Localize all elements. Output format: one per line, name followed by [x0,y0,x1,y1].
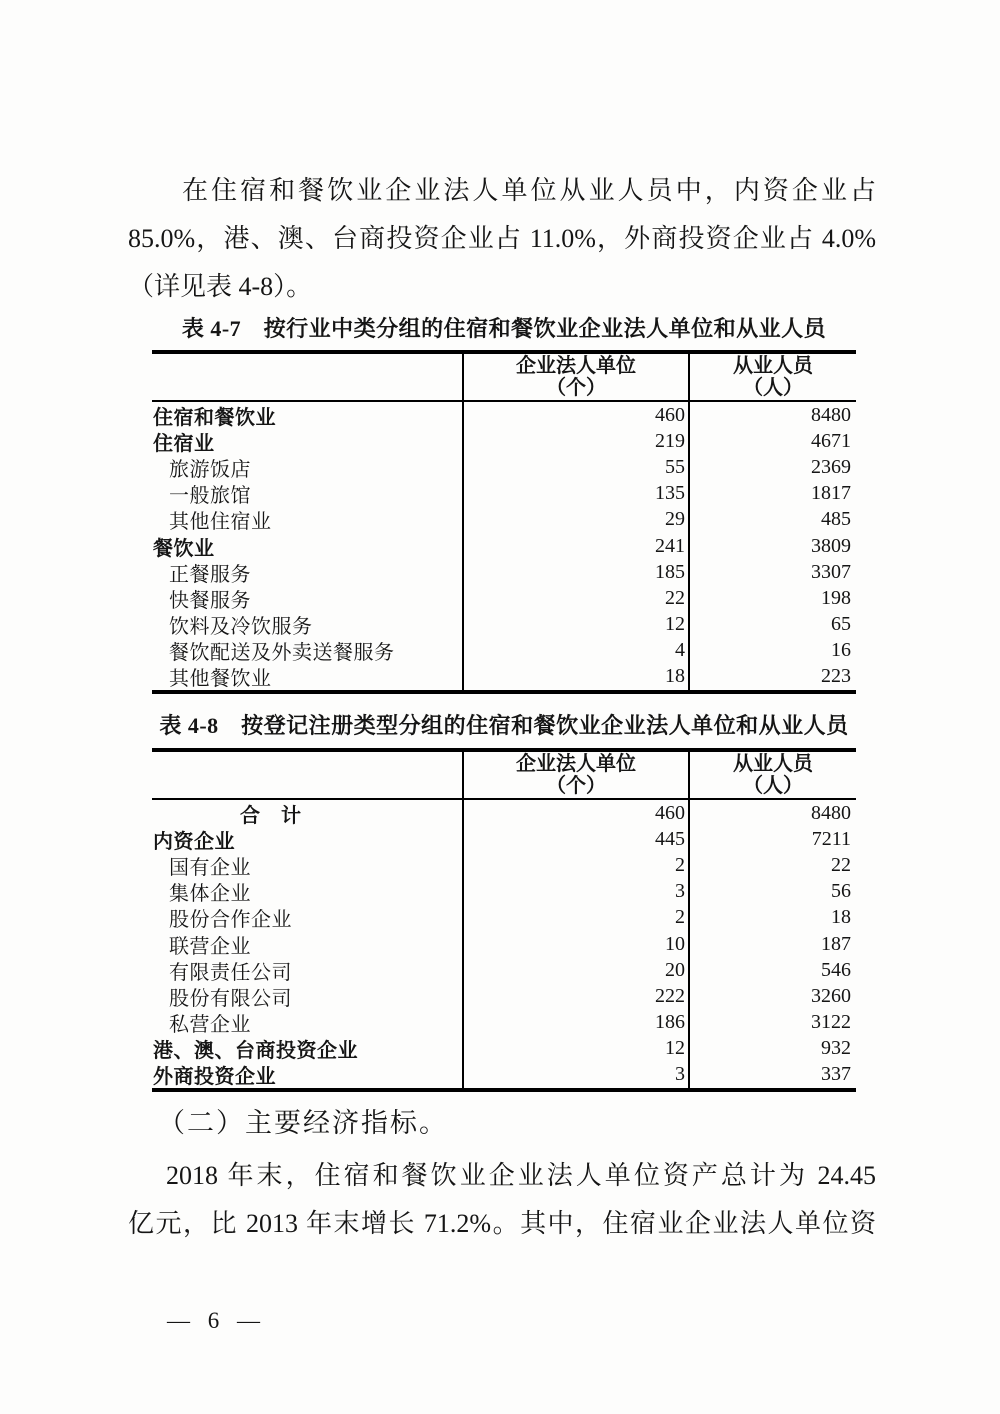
row-legal-entities-value: 186 [462,1010,688,1036]
row-employees-value: 22 [688,852,856,878]
table-row [152,454,856,480]
table-row [152,559,856,585]
table-row [152,800,856,826]
row-legal-entities-value: 12 [462,612,688,638]
table-row [152,905,856,931]
row-employees-value: 56 [688,879,856,905]
table-4-7-title: 表 4-7 按行业中类分组的住宿和餐饮业企业法人单位和从业人员 [181,316,827,341]
row-label: 港、澳、台商投资企业 [153,1040,358,1062]
table-4-8-title: 表 4-8 按登记注册类型分组的住宿和餐饮业企业法人单位和从业人员 [159,713,849,738]
table-row [152,428,856,454]
row-legal-entities-value: 460 [462,402,688,428]
row-label: 外商投资企业 [153,1066,276,1089]
row-label: 旅游饭店 [169,458,251,481]
table-row [152,507,856,533]
table-row [152,957,856,983]
page-number: — 6 — [167,1308,266,1333]
body-paragraph-line-1: 2018 年末，住宿和餐饮业企业法人单位资产总计为 24.45 [166,1161,876,1190]
header-legal-entities-unit: （个） [546,377,606,399]
row-employees-value: 8480 [688,800,856,826]
row-employees-value: 3809 [688,533,856,559]
row-label: 餐饮业 [153,537,215,560]
table-row [152,585,856,611]
intro-paragraph-line-2: 85.0%，港、澳、台商投资企业占 11.0%，外商投资企业占 4.0% [128,224,876,253]
row-legal-entities-value: 12 [462,1036,688,1062]
row-legal-entities-value: 20 [462,957,688,983]
row-label: 正餐服务 [169,563,251,586]
row-employees-value: 3307 [688,559,856,585]
header-legal-entities-label: 企业法人单位 [516,753,636,775]
header-legal-entities-column [462,354,688,400]
row-label: 饮料及冷饮服务 [169,616,313,638]
row-employees-value: 2369 [688,454,856,480]
body-paragraph-line-2: 亿元，比 2013 年末增长 71.2%。其中，住宿业企业法人单位资 [128,1209,876,1238]
row-employees-value: 337 [688,1062,856,1088]
row-employees-value: 65 [688,612,856,638]
row-label: 国有企业 [169,856,251,879]
row-label: 住宿和餐饮业 [153,406,276,429]
header-legal-entities-label: 企业法人单位 [516,355,636,377]
header-employees-column [688,752,856,798]
header-employees-column [688,354,856,400]
table-row [152,402,856,428]
row-legal-entities-value: 2 [462,852,688,878]
table-4-7 [152,350,856,694]
row-label: 一般旅馆 [169,485,251,507]
row-legal-entities-value: 135 [462,481,688,507]
row-label: 内资企业 [153,830,235,853]
row-label: 有限责任公司 [169,961,292,984]
row-label: 其他餐饮业 [169,668,272,691]
row-employees-value: 198 [688,585,856,611]
row-label: 联营企业 [169,935,251,958]
table-row [152,879,856,905]
table-row [152,612,856,638]
row-label: 其他住宿业 [169,511,272,533]
row-label: 住宿业 [153,432,215,455]
row-legal-entities-value: 18 [462,664,688,690]
row-legal-entities-value: 445 [462,826,688,852]
row-label: 快餐服务 [169,589,251,612]
table-row [152,1010,856,1036]
row-label: 合 计 [240,804,302,827]
row-legal-entities-value: 185 [462,559,688,585]
row-employees-value: 4671 [688,428,856,454]
row-label: 私营企业 [169,1014,251,1036]
row-employees-value: 8480 [688,402,856,428]
row-legal-entities-value: 2 [462,905,688,931]
row-legal-entities-value: 241 [462,533,688,559]
row-employees-value: 187 [688,931,856,957]
table-4-7-header [152,354,856,402]
body-paragraph [128,1152,876,1248]
header-employees-label: 从业人员 [733,753,813,775]
row-legal-entities-value: 460 [462,800,688,826]
table-row [152,983,856,1009]
row-employees-value: 485 [688,507,856,533]
row-employees-value: 3122 [688,1010,856,1036]
table-row [152,481,856,507]
row-label: 餐饮配送及外卖送餐服务 [169,642,395,664]
row-employees-value: 16 [688,638,856,664]
row-employees-value: 7211 [688,826,856,852]
table-4-8-header [152,752,856,800]
row-label: 股份合作企业 [169,909,292,931]
table-row [152,533,856,559]
row-employees-value: 223 [688,664,856,690]
section-heading: （二）主要经济指标。 [158,1108,448,1138]
row-legal-entities-value: 10 [462,931,688,957]
row-legal-entities-value: 22 [462,585,688,611]
table-row [152,638,856,664]
intro-paragraph-line-3: （详见表 4-8）。 [128,272,313,301]
header-employees-label: 从业人员 [733,355,813,377]
row-legal-entities-value: 4 [462,638,688,664]
row-legal-entities-value: 222 [462,983,688,1009]
row-label: 集体企业 [169,883,251,905]
row-legal-entities-value: 29 [462,507,688,533]
table-row [152,1062,856,1088]
table-4-7-body [152,402,856,690]
table-row [152,852,856,878]
header-employees-unit: （人） [743,775,803,797]
table-row [152,931,856,957]
row-legal-entities-value: 55 [462,454,688,480]
header-indicator-column [152,752,462,798]
row-employees-value: 932 [688,1036,856,1062]
table-row [152,664,856,690]
row-employees-value: 3260 [688,983,856,1009]
table-row [152,1036,856,1062]
row-label: 股份有限公司 [169,987,292,1010]
header-legal-entities-column [462,752,688,798]
table-4-8-body [152,800,856,1088]
table-row [152,826,856,852]
row-legal-entities-value: 3 [462,879,688,905]
row-employees-value: 18 [688,905,856,931]
row-legal-entities-value: 219 [462,428,688,454]
header-indicator-column [152,354,462,400]
intro-paragraph [128,167,876,311]
row-employees-value: 546 [688,957,856,983]
row-employees-value: 1817 [688,481,856,507]
header-legal-entities-unit: （个） [546,775,606,797]
header-employees-unit: （人） [743,377,803,399]
intro-paragraph-line-1: 在住宿和餐饮业企业法人单位从业人员中，内资企业占 [182,176,876,205]
table-4-8 [152,748,856,1092]
row-legal-entities-value: 3 [462,1062,688,1088]
